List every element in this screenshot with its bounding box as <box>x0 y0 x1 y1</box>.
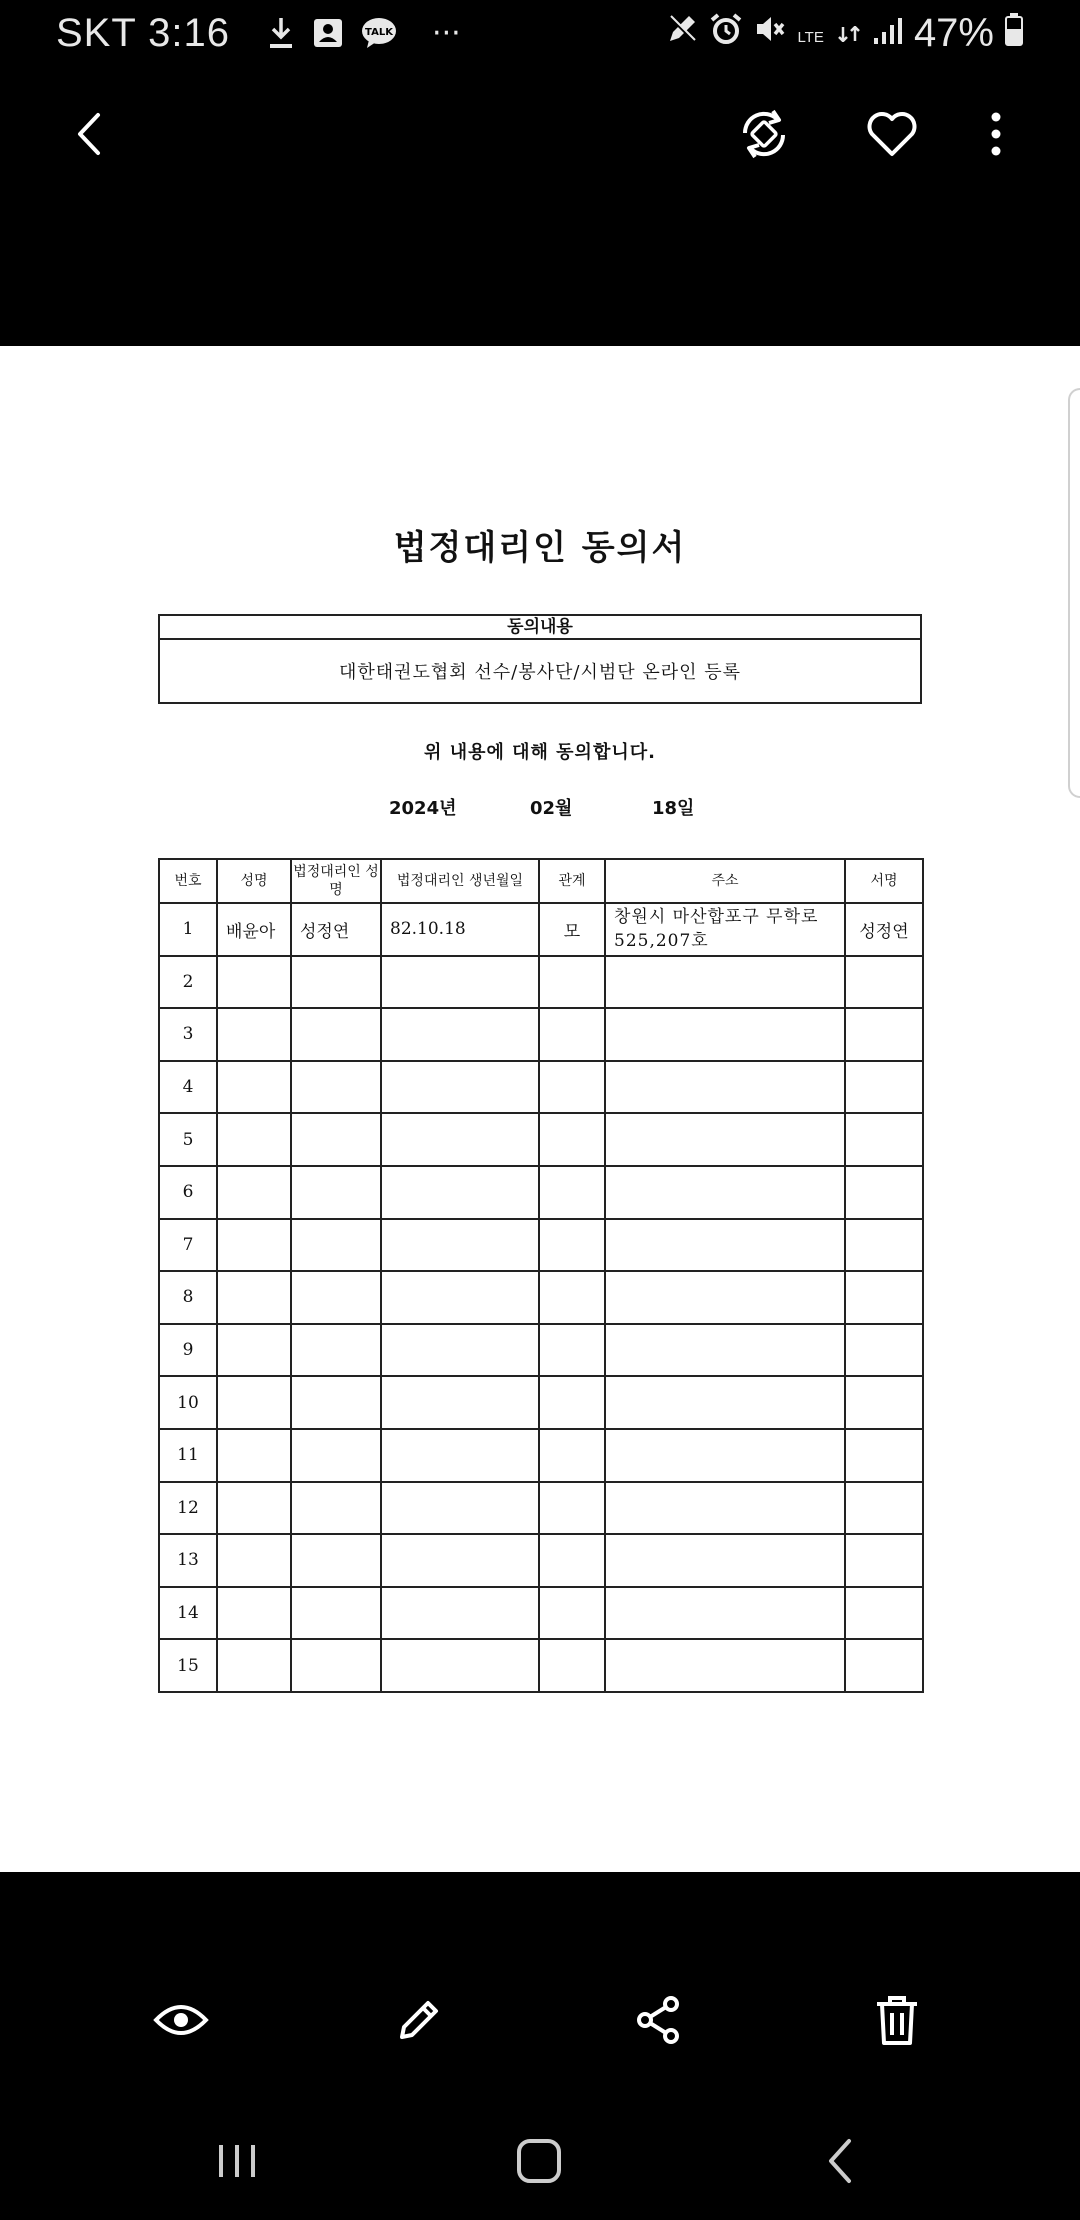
cell-guardian-birthdate <box>381 1008 539 1061</box>
cell-guardian-name: 성정연 <box>291 903 381 956</box>
cell-guardian-birthdate <box>381 956 539 1009</box>
date-day: 18일 <box>652 798 695 819</box>
cell-address <box>605 1271 845 1324</box>
table-row <box>159 1587 923 1640</box>
edit-button[interactable] <box>379 1980 459 2060</box>
table-row <box>159 1061 923 1114</box>
signal-icon <box>872 11 904 55</box>
alarm-icon <box>709 11 743 55</box>
cell-relation <box>539 956 605 1009</box>
home-button[interactable] <box>494 2128 584 2194</box>
cell-guardian-name <box>291 1376 381 1429</box>
consent-header: 동의내용 <box>160 616 920 640</box>
cell-guardian-birthdate <box>381 1166 539 1219</box>
cell-name <box>217 956 291 1009</box>
lte-label: LTE <box>797 28 824 46</box>
more-options-button[interactable] <box>956 94 1036 174</box>
date-month: 02월 <box>530 798 573 819</box>
cell-relation <box>539 1324 605 1377</box>
cell-signature <box>845 1429 923 1482</box>
cell-address <box>605 1219 845 1272</box>
cell-guardian-name <box>291 1324 381 1377</box>
view-icon <box>153 2000 209 2040</box>
cell-number: 13 <box>159 1534 217 1587</box>
talk-label: TALK <box>365 27 393 38</box>
table-header-row <box>159 859 923 903</box>
cell-signature <box>845 1376 923 1429</box>
cell-name <box>217 1166 291 1219</box>
header-guardian-birthdate: 법정대리인 생년월일 <box>381 859 539 903</box>
navigation-bar <box>0 2100 1080 2220</box>
cell-name <box>217 1219 291 1272</box>
cell-name <box>217 1534 291 1587</box>
header-guardian-name: 법정대리인 성명 <box>291 859 381 903</box>
document-image[interactable] <box>0 346 1080 1872</box>
cell-guardian-birthdate <box>381 1376 539 1429</box>
cell-name <box>217 1008 291 1061</box>
home-icon <box>515 2137 563 2185</box>
app-bar <box>0 66 1080 200</box>
consent-box <box>158 614 922 704</box>
cell-number: 14 <box>159 1587 217 1640</box>
cell-guardian-name <box>291 1587 381 1640</box>
cell-number: 5 <box>159 1113 217 1166</box>
view-button[interactable] <box>141 1980 221 2060</box>
cell-address <box>605 1587 845 1640</box>
cell-guardian-birthdate <box>381 1482 539 1535</box>
table-row <box>159 1639 923 1692</box>
cell-name <box>217 1587 291 1640</box>
cell-relation <box>539 1482 605 1535</box>
cell-guardian-birthdate <box>381 1324 539 1377</box>
table-row <box>159 1324 923 1377</box>
table-row <box>159 1113 923 1166</box>
cell-number: 12 <box>159 1482 217 1535</box>
cell-relation <box>539 1166 605 1219</box>
table-body <box>159 903 923 1692</box>
cell-signature <box>845 1324 923 1377</box>
delete-button[interactable] <box>857 1980 937 2060</box>
cell-name <box>217 1639 291 1692</box>
cell-number: 4 <box>159 1061 217 1114</box>
cell-address <box>605 1061 845 1114</box>
contact-card-icon <box>312 16 344 50</box>
cell-guardian-name <box>291 1113 381 1166</box>
cell-guardian-name <box>291 1271 381 1324</box>
table-row <box>159 1166 923 1219</box>
cell-number: 2 <box>159 956 217 1009</box>
cell-number: 8 <box>159 1271 217 1324</box>
cell-name: 배윤아 <box>217 903 291 956</box>
lte-icon <box>797 22 862 45</box>
back-button[interactable] <box>50 94 130 174</box>
table-row <box>159 1008 923 1061</box>
header-number: 번호 <box>159 859 217 903</box>
cell-relation: 모 <box>539 903 605 956</box>
cell-relation <box>539 1219 605 1272</box>
cell-guardian-name <box>291 1008 381 1061</box>
cell-number: 7 <box>159 1219 217 1272</box>
cell-guardian-birthdate <box>381 1219 539 1272</box>
cell-address <box>605 1113 845 1166</box>
table-row <box>159 1482 923 1535</box>
cell-name <box>217 1482 291 1535</box>
cell-address <box>605 1482 845 1535</box>
cell-address <box>605 1376 845 1429</box>
cell-signature <box>845 1166 923 1219</box>
cell-name <box>217 1324 291 1377</box>
cell-signature <box>845 1271 923 1324</box>
cell-guardian-birthdate <box>381 1271 539 1324</box>
pen-icon <box>665 11 699 55</box>
cell-signature <box>845 1587 923 1640</box>
carrier-time: SKT 3:16 <box>56 10 231 55</box>
recents-icon <box>215 2141 259 2181</box>
consent-body: 대한태권도협회 선수/봉사단/시범단 온라인 등록 <box>338 662 742 683</box>
cell-number: 1 <box>159 903 217 956</box>
cell-signature <box>845 1061 923 1114</box>
share-button[interactable] <box>618 1980 698 2060</box>
bottom-toolbar <box>0 1960 1080 2080</box>
nav-back-button[interactable] <box>796 2128 886 2194</box>
download-icon <box>266 15 296 51</box>
favorite-icon <box>865 109 919 159</box>
cell-guardian-name <box>291 1429 381 1482</box>
header-signature: 서명 <box>845 859 923 903</box>
more-notifications: ··· <box>432 15 461 51</box>
cell-address <box>605 1008 845 1061</box>
cell-guardian-name <box>291 1166 381 1219</box>
rotate-button[interactable] <box>724 94 804 174</box>
table-row <box>159 1271 923 1324</box>
cell-number: 3 <box>159 1008 217 1061</box>
cell-signature: 성정연 <box>845 903 923 956</box>
table-row <box>159 956 923 1009</box>
cell-guardian-name <box>291 956 381 1009</box>
cell-guardian-birthdate <box>381 1113 539 1166</box>
cell-relation <box>539 1113 605 1166</box>
delete-icon <box>874 1993 920 2047</box>
cell-guardian-birthdate <box>381 1534 539 1587</box>
cell-signature <box>845 1534 923 1587</box>
table-row <box>159 1376 923 1429</box>
rotate-icon <box>735 105 793 163</box>
cell-address <box>605 1534 845 1587</box>
table-row <box>159 1219 923 1272</box>
cell-name <box>217 1271 291 1324</box>
cell-guardian-birthdate <box>381 1061 539 1114</box>
favorite-button[interactable] <box>852 94 932 174</box>
cell-address: 창원시 마산합포구 무학로 525,207호 <box>605 903 845 956</box>
cell-name <box>217 1061 291 1114</box>
cell-address <box>605 1429 845 1482</box>
cell-signature <box>845 1219 923 1272</box>
edit-icon <box>394 1995 444 2045</box>
recents-button[interactable] <box>192 2128 282 2194</box>
status-bar <box>0 0 1080 66</box>
table-row <box>159 1534 923 1587</box>
cell-number: 6 <box>159 1166 217 1219</box>
cell-guardian-name <box>291 1639 381 1692</box>
header-address: 주소 <box>605 859 845 903</box>
cell-signature <box>845 956 923 1009</box>
cell-name <box>217 1113 291 1166</box>
table-row <box>159 1429 923 1482</box>
table-row <box>159 903 923 956</box>
document-title: 법정대리인 동의서 <box>393 528 687 568</box>
mute-icon <box>753 11 787 55</box>
cell-name <box>217 1376 291 1429</box>
cell-number: 11 <box>159 1429 217 1482</box>
nav-back-icon <box>823 2137 859 2185</box>
cell-relation <box>539 1534 605 1587</box>
cell-guardian-name <box>291 1482 381 1535</box>
cell-guardian-birthdate <box>381 1429 539 1482</box>
cell-address <box>605 1166 845 1219</box>
cell-guardian-birthdate <box>381 1639 539 1692</box>
cell-number: 9 <box>159 1324 217 1377</box>
consent-table <box>158 858 924 1693</box>
cell-address <box>605 956 845 1009</box>
cell-number: 15 <box>159 1639 217 1692</box>
back-icon <box>70 109 110 159</box>
cell-relation <box>539 1008 605 1061</box>
cell-guardian-name <box>291 1219 381 1272</box>
share-icon <box>633 1994 683 2046</box>
edge-panel-handle[interactable] <box>1068 388 1080 798</box>
cell-relation <box>539 1429 605 1482</box>
date-year: 2024년 <box>389 798 457 819</box>
cell-relation <box>539 1639 605 1692</box>
cell-guardian-birthdate: 82.10.18 <box>381 903 539 956</box>
cell-address <box>605 1639 845 1692</box>
cell-name <box>217 1429 291 1482</box>
battery-icon <box>1004 11 1024 55</box>
cell-relation <box>539 1061 605 1114</box>
cell-address <box>605 1324 845 1377</box>
cell-signature <box>845 1008 923 1061</box>
cell-signature <box>845 1639 923 1692</box>
cell-guardian-birthdate <box>381 1587 539 1640</box>
cell-relation <box>539 1271 605 1324</box>
cell-signature <box>845 1482 923 1535</box>
cell-guardian-name <box>291 1534 381 1587</box>
header-name: 성명 <box>217 859 291 903</box>
header-relation: 관계 <box>539 859 605 903</box>
cell-signature <box>845 1113 923 1166</box>
talk-icon <box>360 16 398 50</box>
cell-relation <box>539 1587 605 1640</box>
cell-number: 10 <box>159 1376 217 1429</box>
agree-statement: 위 내용에 대해 동의합니다. <box>424 742 656 763</box>
cell-guardian-name <box>291 1061 381 1114</box>
battery-percent: 47% <box>913 10 994 55</box>
cell-relation <box>539 1376 605 1429</box>
more-icon <box>986 109 1006 159</box>
